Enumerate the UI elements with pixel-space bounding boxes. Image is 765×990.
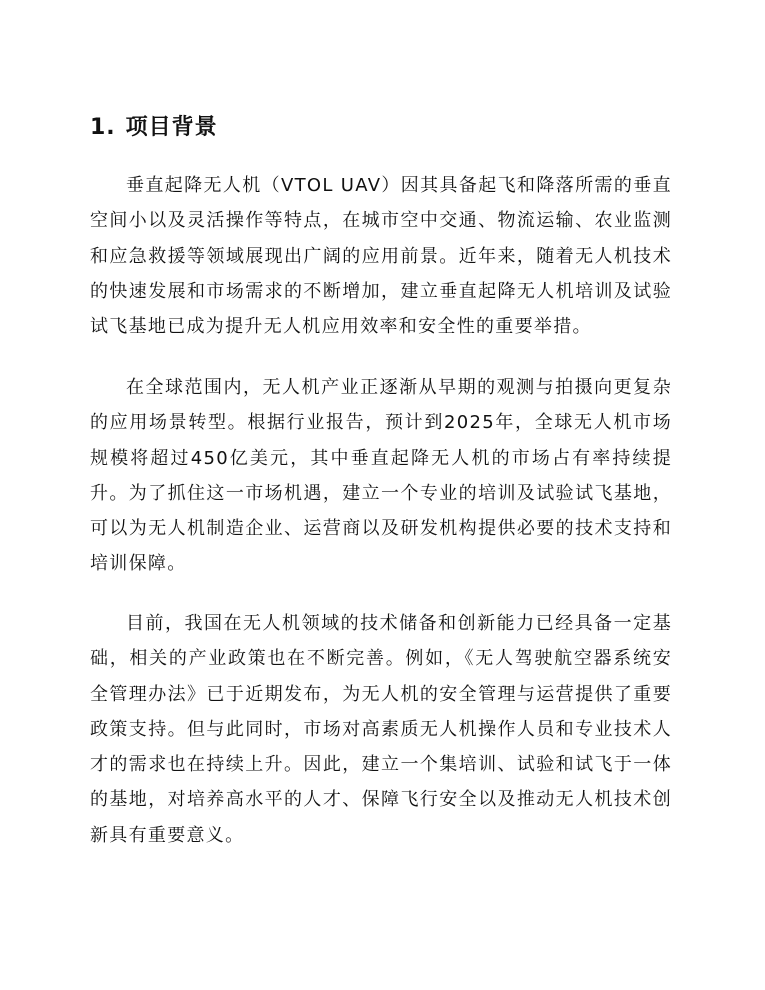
section-title: 项目背景: [125, 115, 218, 140]
section-heading: [90, 112, 218, 144]
body-paragraph-2: 在全球范围内，无人机产业正逐渐从早期的观测与拍摄向更复杂的应用场景转型。根据行业报告，预计到2025年，全球无人机市场规模将超过450亿美元，其中垂直起降无人机的市场占有率持续提升。为了抓住这一市场机遇，建立一个专业的培训及试验试飞基地，可以为无人机制造企业、运营商以及研发机构提供必要的技术支持和培训保障。: [90, 377, 672, 575]
section-number: 1.: [90, 115, 116, 140]
body-paragraph-1: 垂直起降无人机（VTOL UAV）因其具备起飞和降落所需的垂直空间小以及灵活操作等特点，在城市空中交通、物流运输、农业监测和应急救援等领域展现出广阔的应用前景。近年来，随着无人机技术的快速发展和市场需求的不断增加，建立垂直起降无人机培训及试验试飞基地已成为提升无人机应用效率和安全性的重要举措。: [90, 175, 672, 338]
body-paragraph-3: 目前，我国在无人机领域的技术储备和创新能力已经具备一定基础，相关的产业政策也在不断完善。例如，《无人驾驶航空器系统安全管理办法》已于近期发布，为无人机的安全管理与运营提供了重要政策支持。但与此同时，市场对高素质无人机操作人员和专业技术人才的需求也在持续上升。因此，建立一个集培训、试验和试飞于一体的基地，对培养高水平的人才、保障飞行安全以及推动无人机技术创新具有重要意义。: [90, 613, 672, 846]
